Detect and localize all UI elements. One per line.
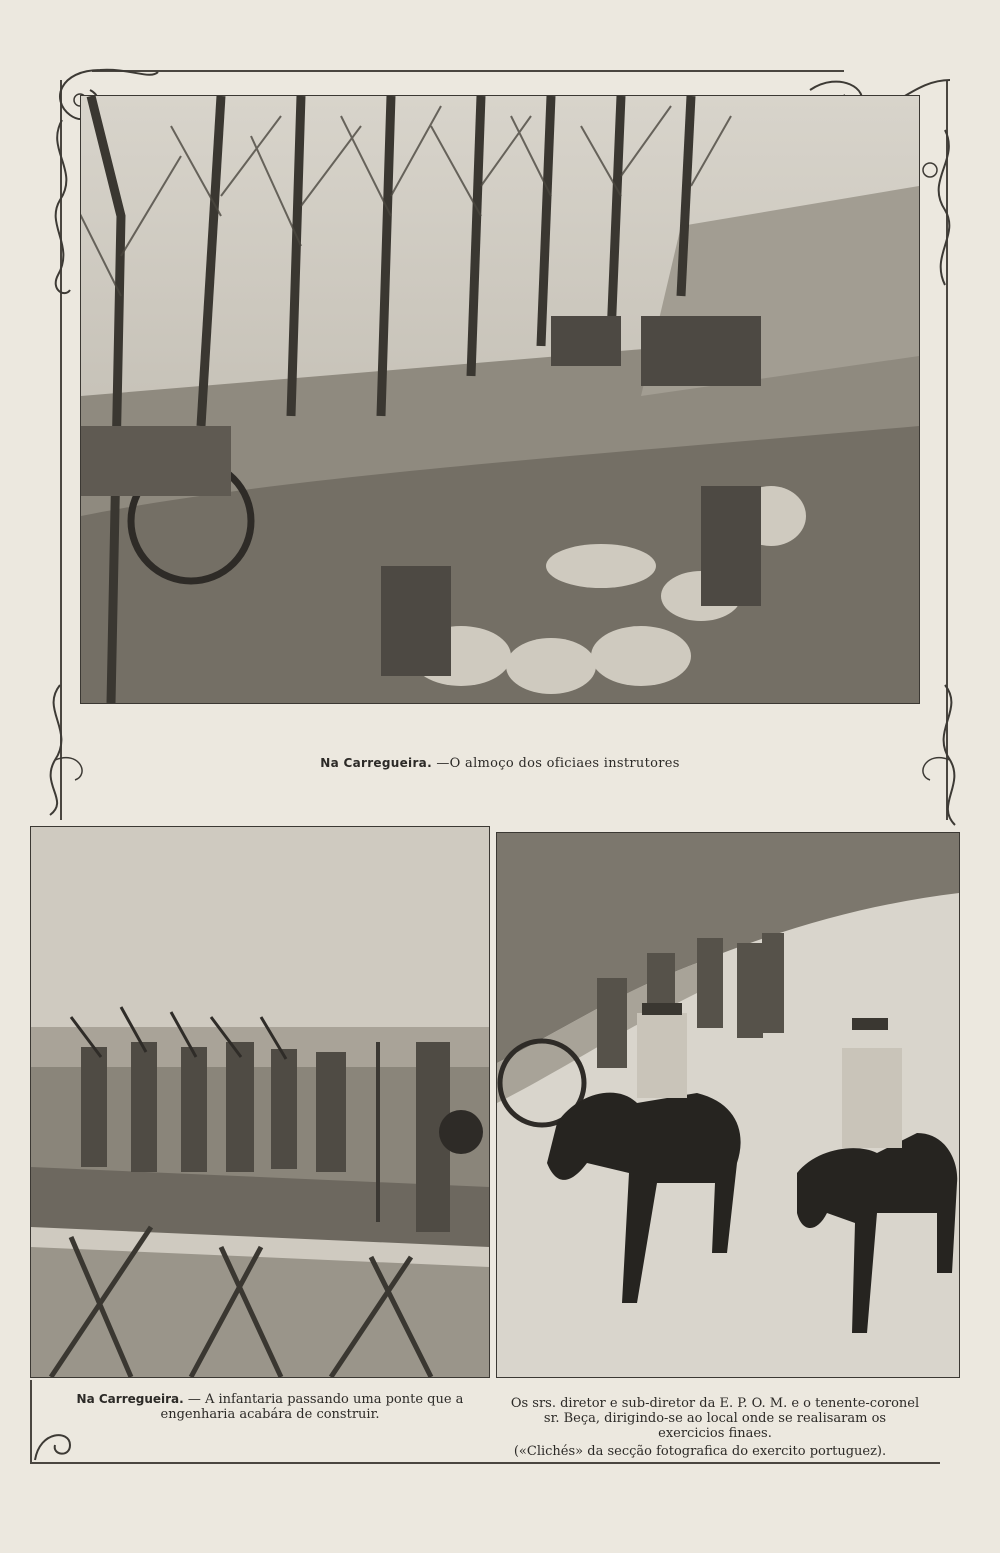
ornament-bottom-left (30, 1420, 90, 1470)
photo-officers-lunch (80, 95, 920, 704)
photo-credit: («Clichés» da secção fotografica do exercito portuguez). (513, 1444, 887, 1459)
caption-bottom-left-text: — A infantaria passando uma ponte que a engenharia acabára de construir. (160, 1392, 464, 1422)
frame-bottom-border (30, 1462, 940, 1464)
caption-bottom-right-photo (510, 1396, 920, 1441)
caption-bottom-right-text: Os srs. diretor e sub-diretor da E. P. O. M. e o tenente-coronel sr. Beça, dirigindo-se ao local onde se realisaram os exercicios finaes. (510, 1396, 920, 1441)
frame-top-border (92, 70, 844, 72)
photo-directors-on-horseback (496, 832, 960, 1378)
caption-top-label: Na Carregueira. (320, 756, 432, 770)
photo-infantry-bridge (30, 826, 490, 1378)
caption-bottom-left-label: Na Carregueira. (76, 1392, 184, 1406)
caption-top-photo (200, 756, 800, 771)
caption-top-text: —O almoço dos oficiaes instrutores (436, 756, 680, 771)
caption-bottom-left-photo (60, 1392, 480, 1422)
